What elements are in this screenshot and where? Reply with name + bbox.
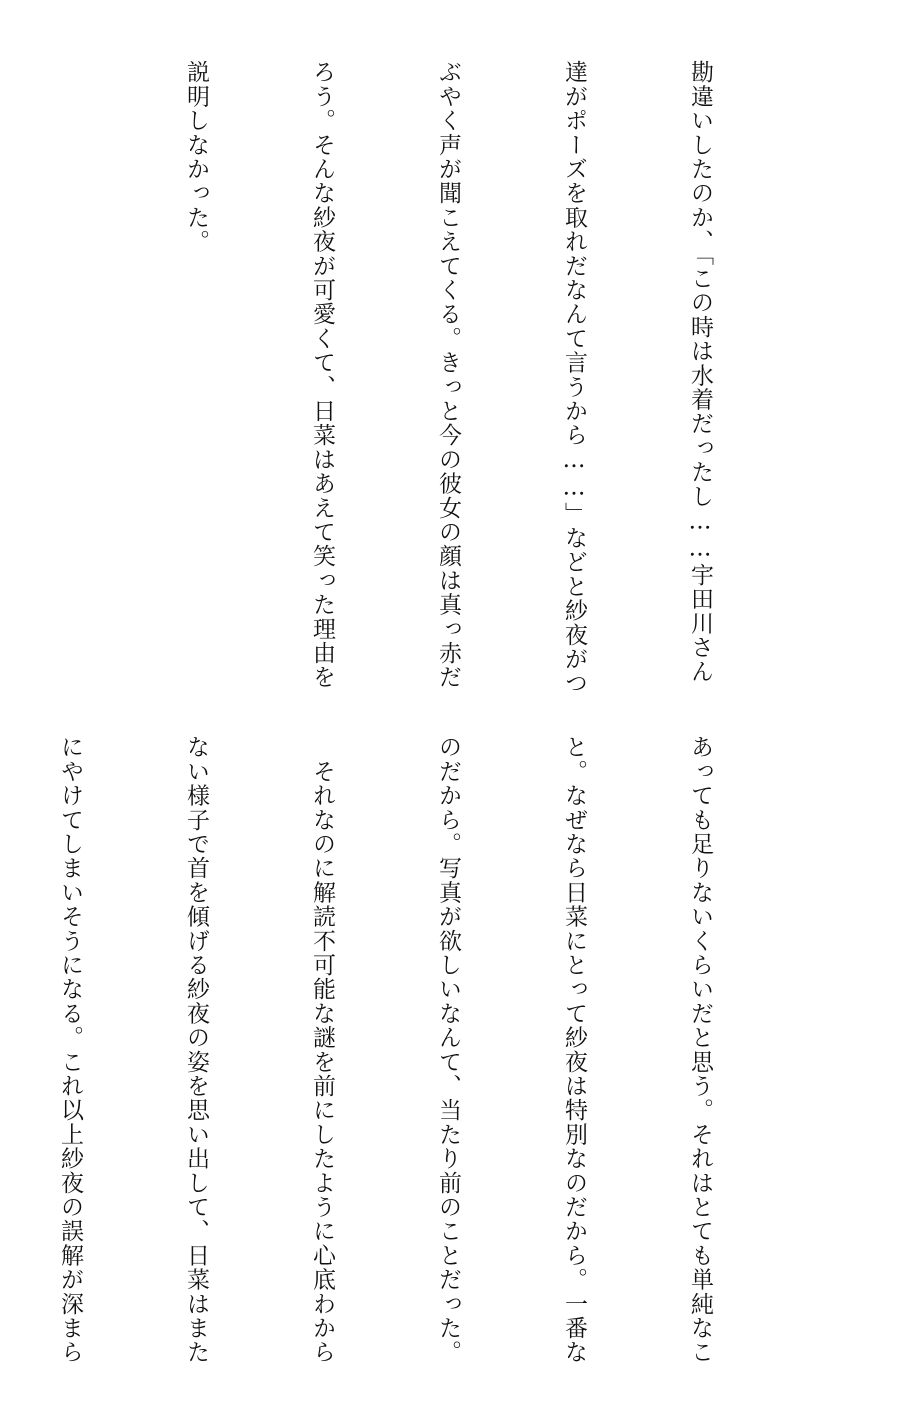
- text-line: ない様子で首を傾げる紗夜の姿を思い出して、日菜はまた: [183, 735, 209, 1365]
- text-line: 勘違いしたのか、「この時は水着だったし……宇田川さん: [687, 60, 713, 684]
- text-tier-bottom: [57, 735, 805, 1365]
- text-line: [49, 60, 91, 690]
- text-line: と。なぜなら日菜にとって紗夜は特別なのだから。一番な: [561, 735, 587, 1365]
- text-line: 説明しなかった。: [183, 60, 209, 254]
- text-tier-top: [85, 60, 805, 696]
- text-line: ぶやく声が聞こえてくる。きっと今の彼女の顔は真っ赤だ: [435, 60, 461, 690]
- text-line: のだから。写真が欲しいなんて、当たり前のことだった。: [435, 735, 461, 1365]
- text-line: あっても足りないくらいだと思う。それはとても単純なこ: [687, 735, 713, 1365]
- text-line: 達がポーズを取れだなんて言うから……」などと紗夜がつ: [561, 60, 587, 696]
- text-line: にやけてしまいそうになる。これ以上紗夜の誤解が深まら: [57, 735, 83, 1365]
- text-line: それなのに解読不可能な謎を前にしたように心底わから: [309, 735, 335, 1365]
- text-line: ろう。そんな紗夜が可愛くて、日菜はあえて笑った理由を: [309, 60, 335, 690]
